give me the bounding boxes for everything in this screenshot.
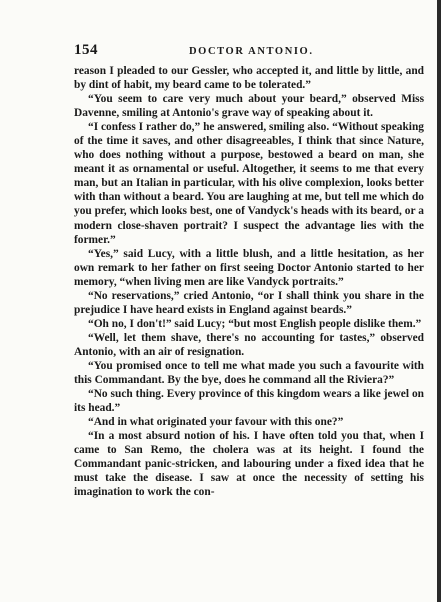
paragraph: “In a most absurd notion of his. I have often told you that, when I came to San Remo, the cholera was at its height. I found the Commandant panic-stricken, and labouring under a fixed idea that he must take the disease. I saw at once the necessity of setting his imagination to work the con-: [74, 430, 424, 499]
running-title: DOCTOR ANTONIO.: [189, 46, 314, 57]
paragraph: “You promised once to tell me what made you such a favourite with this Commandant. By the bye, does he command all the Riviera?”: [74, 359, 424, 387]
paragraph: “Oh no, I don't!” said Lucy; “but most English people dislike them.”: [88, 317, 422, 330]
paragraph: “No reservations,” cried Antonio, “or I shall think you share in the prejudice I have heard exists in England against beards.”: [74, 289, 424, 316]
paragraph: reason I pleaded to our Gessler, who accepted it, and little by little, and by dint of habit, my beard came to be tolerated.”: [74, 65, 424, 92]
body-text: [74, 64, 424, 499]
page-number: 154: [74, 42, 98, 58]
page-header: [74, 42, 424, 62]
paragraph: “I confess I rather do,” he answered, smiling also. “Without speaking of the time it saves, and other disagreeables, I think that since Nature, who does nothing without a purpose, bestowed a beard on man, she meant it as ornamental or useful. Altogether, it seems to me that every man, but an Italian in particular, with his olive complexion, looks better with than without a beard. You are laughing at me, but tell me which do you prefer, which looks best, one of Vandyck's heads with its beard, or a modern close-shaven portrait? I suspect the advantage lies with the former.”: [74, 121, 424, 246]
paragraph: “And in what originated your favour with this one?”: [88, 416, 344, 429]
paragraph: “Yes,” said Lucy, with a little blush, and a little hesitation, as her own remark to her father on first seeing Doctor Antonio started to her memory, “when living men are like Vandyck portraits.”: [74, 247, 424, 288]
paragraph: “No such thing. Every province of this kingdom wears a like jewel on its head.”: [74, 388, 424, 415]
paragraph: “Well, let them shave, there's no accounting for tastes,” observed Antonio, with an air of resignation.: [74, 331, 424, 358]
paragraph: “You seem to care very much about your beard,” observed Miss Davenne, smiling at Antonio's grave way of speaking about it.: [74, 93, 424, 120]
page-binding-edge: [437, 0, 441, 602]
